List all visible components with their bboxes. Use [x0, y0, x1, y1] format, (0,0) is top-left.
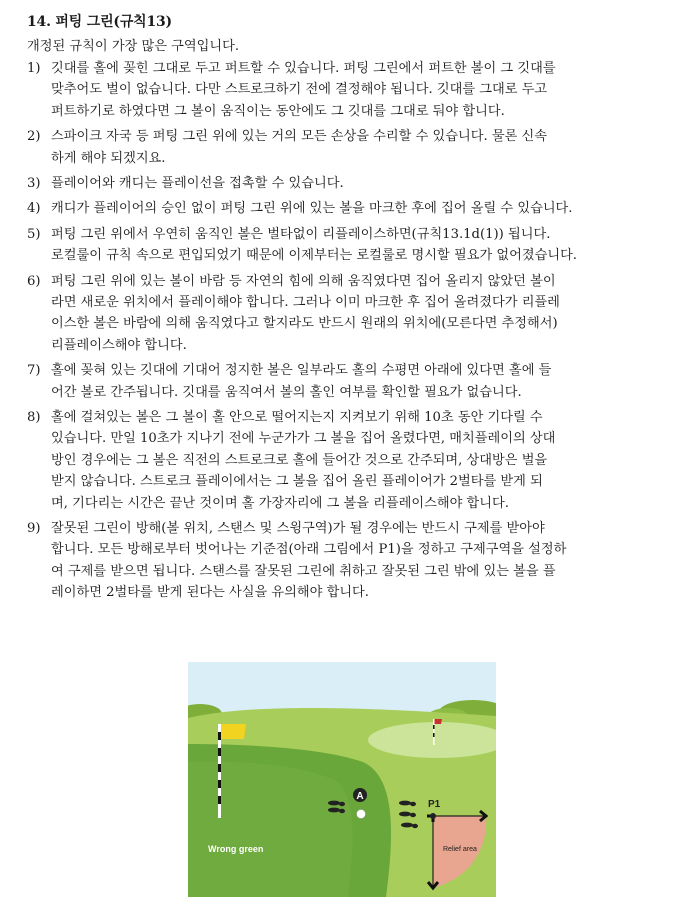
rule-text-line: 하게 해야 되겠지요. — [51, 150, 166, 166]
rule-number: 2) — [27, 129, 41, 145]
rule-text — [51, 173, 665, 194]
rule-number: 8) — [27, 410, 41, 425]
rule-text-line: 퍼트하기로 하였다면 그 볼이 움직이는 동안에도 그 깃대를 그대로 둬야 합니다. — [51, 103, 505, 119]
rule-text-line: 있습니다. 만일 10초가 지나기 전에 누군가가 그 볼을 집어 올렸다면, 매치플레이의 상대 — [51, 431, 556, 447]
rule-text-line: 며, 기다리는 시간은 끝난 것이며 홀 가장자리에 그 볼을 리플레이스해야 합니다. — [51, 495, 509, 511]
ball-marker-label: A — [356, 791, 364, 802]
rule-text-line: 레이하면 2벌타를 받게 된다는 사실을 유의해야 합니다. — [51, 585, 369, 601]
rule-text-line: 홀에 걸쳐있는 볼은 그 볼이 홀 안으로 떨어지는지 지켜보기 위해 10초 동안 기다릴 수 — [51, 410, 543, 425]
rule-text-line: 여 구제를 받으면 됩니다. 스탠스를 잘못된 그린에 취하고 잘못된 그린 밖에 있는 볼을 플 — [51, 563, 556, 579]
rule-text-line: 홀에 꽂혀 있는 깃대에 기대어 정지한 볼은 일부라도 홀의 수평면 아래에 있다면 홀에 들 — [51, 363, 552, 379]
rule-text — [51, 198, 665, 219]
rule-text — [51, 407, 665, 514]
rule-text-line: 합니다. 모든 방해로부터 벗어나는 기준점(아래 그림에서 P1)을 정하고 구제구역을 설정하 — [51, 542, 567, 558]
wrong-green-label: Wrong green — [208, 844, 264, 854]
rule-text-line: 라면 새로운 위치에서 플레이해야 합니다. 그러나 이미 마크한 후 집어 올려졌다가 리플레 — [51, 295, 560, 310]
rule-text — [51, 224, 665, 267]
rule-number: 6) — [27, 273, 41, 289]
rule-text-line: 잘못된 그린이 방해(볼 위치, 스탠스 및 스윙구역)가 될 경우에는 반드시 구제를 받아야 — [51, 521, 545, 536]
rule-text-line: 스파이크 자국 등 퍼팅 그린 위에 있는 거의 모든 손상을 수리할 수 있습니다. 물론 신속 — [51, 129, 548, 145]
rule-number: 3) — [27, 176, 41, 191]
rule-text-line: 깃대를 홀에 꽂힌 그대로 두고 퍼트할 수 있습니다. 퍼팅 그린에서 퍼트한 볼이 그 깃대를 — [51, 61, 556, 76]
rule-text-line: 받지 않습니다. 스트로크 플레이에서는 그 볼을 집어 올린 플레이어가 2벌타를 받게 되 — [51, 474, 543, 490]
rule-number: 1) — [27, 61, 41, 76]
rule-text-line: 플레이어와 캐디는 플레이선을 접촉할 수 있습니다. — [51, 176, 344, 191]
rule-text-line: 맞추어도 벌이 없습니다. 다만 스트로크하기 전에 결정해야 됩니다. 깃대를 그대로 두고 — [51, 82, 548, 98]
rule-text-line: 퍼팅 그린 위에 있는 볼이 바람 등 자연의 힘에 의해 움직였다면 집어 올리지 않았던 볼이 — [51, 273, 556, 289]
flag-red — [435, 719, 443, 724]
section-intro: 개정된 규칙이 가장 많은 구역입니다. — [27, 39, 240, 54]
rule-text — [51, 58, 665, 122]
flag-yellow — [221, 724, 246, 739]
section-title: 14. 퍼팅 그린(규칙13) — [27, 14, 172, 30]
rule-text-line: 어간 볼로 간주됩니다. 깃대를 움직여서 볼의 홀인 여부를 확인할 필요가 없습니다. — [51, 384, 522, 400]
rule-text — [51, 126, 665, 169]
ball — [357, 810, 366, 819]
reference-point-label: P1 — [428, 799, 441, 810]
rule-text-line: 이스한 볼은 바람에 의해 움직였다고 할지라도 반드시 원래의 위치에(모른다면 추정해서) — [51, 316, 558, 332]
rule-number: 7) — [27, 363, 41, 379]
rule-text — [51, 271, 665, 357]
reference-point — [430, 813, 436, 819]
rule-text — [51, 518, 665, 604]
rule-text — [51, 360, 665, 403]
rule-text-line: 로컬룰이 규칙 속으로 편입되었기 때문에 이제부터는 로컬룰로 명시할 필요가 없어졌습니다. — [51, 248, 578, 264]
rule-text-line: 캐디가 플레이어의 승인 없이 퍼팅 그린 위에 있는 볼을 마크한 후에 집어 올릴 수 있습니다. — [51, 201, 573, 217]
rule-text-line: 퍼팅 그린 위에서 우연히 움직인 볼은 벌타없이 리플레이스하면(규칙13.1d(1)) 됩니다. — [51, 226, 551, 242]
relief-area-label: Relief area — [443, 846, 477, 853]
rule-number: 9) — [27, 521, 41, 536]
rule-number: 4) — [27, 201, 41, 217]
wrong-green-figure — [188, 662, 496, 897]
rule-number: 5) — [27, 226, 41, 242]
rule-text-line: 방인 경우에는 그 볼은 직전의 스트로크로 홀에 들어간 것으로 간주되며, 상대방은 벌을 — [51, 452, 548, 468]
rule-text-line: 리플레이스해야 합니다. — [51, 337, 187, 353]
